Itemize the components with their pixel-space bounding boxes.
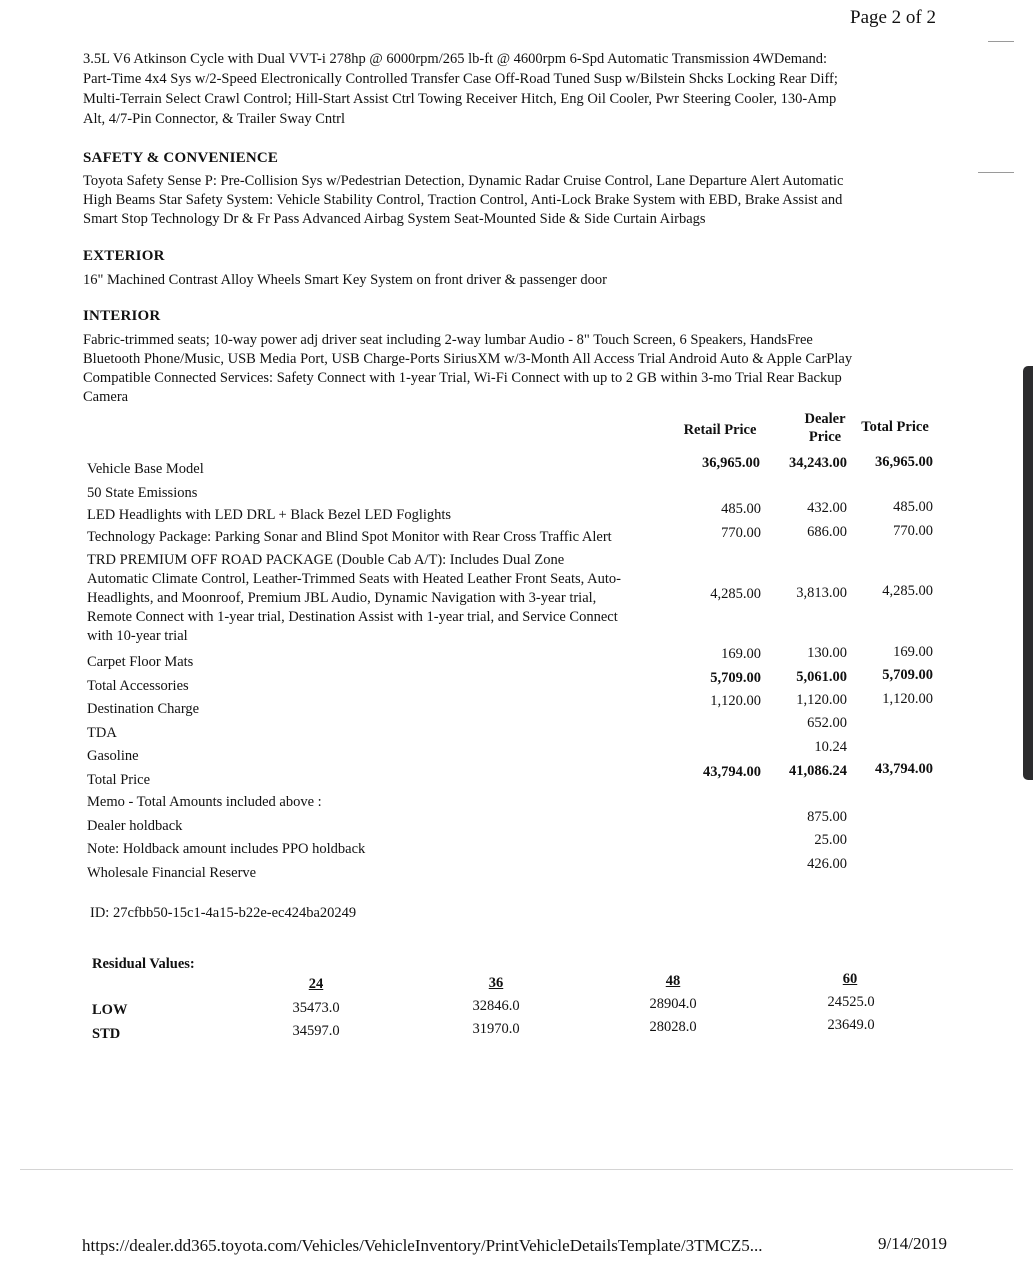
row-label: Total Price <box>87 772 151 788</box>
residual-column-header: 36 <box>488 975 504 991</box>
safety-heading: SAFETY & CONVENIENCE <box>83 150 279 166</box>
column-header-dealer-line: Price <box>808 429 842 445</box>
residual-column-header: 48 <box>665 973 681 989</box>
total-price-value: 4,285.00 <box>882 583 933 599</box>
column-header-total: Total Price <box>861 419 929 435</box>
dealer-price-value: 875.00 <box>807 809 847 825</box>
column-header-dealer-line: Dealer <box>804 411 846 427</box>
vehicle-id: ID: 27cfbb50-15c1-4a15-b22e-ec424ba20249 <box>90 905 357 921</box>
text-line: 16" Machined Contrast Alloy Wheels Smart Key System on front driver & passenger door <box>83 272 607 288</box>
residual-column-header: 60 <box>842 971 858 987</box>
retail-price-value: 485.00 <box>721 501 761 517</box>
row-label: Memo - Total Amounts included above : <box>87 794 322 810</box>
residual-value: 34597.0 <box>292 1023 340 1039</box>
row-label: Vehicle Base Model <box>87 461 204 477</box>
scrollbar[interactable] <box>1023 366 1033 780</box>
footer-url: https://dealer.dd365.toyota.com/Vehicles/VehicleInventory/PrintVehicleDetailsTemplate/3TMCZ5... <box>82 1236 763 1255</box>
row-label: Technology Package: Parking Sonar and Blind Spot Monitor with Rear Cross Traffic Alert <box>87 529 612 545</box>
text-line: Part-Time 4x4 Sys w/2-Speed Electronically Controlled Transfer Case Off-Road Tuned Susp w/Bilstein Shcks Locking Rear Diff; <box>83 71 838 87</box>
engine-description <box>83 49 923 129</box>
residual-value: 32846.0 <box>472 998 520 1014</box>
row-label: Carpet Floor Mats <box>87 654 194 670</box>
residual-value: 23649.0 <box>827 1017 875 1033</box>
page-number: Page 2 of 2 <box>850 7 937 28</box>
residual-value: 28904.0 <box>649 996 697 1012</box>
retail-price-value: 5,709.00 <box>710 670 761 686</box>
dealer-price-value: 10.24 <box>814 739 847 755</box>
dealer-price-value: 1,120.00 <box>796 692 847 708</box>
column-header-retail: Retail Price <box>683 422 757 438</box>
text-line: Multi-Terrain Select Crawl Control; Hill-Start Assist Ctrl Towing Receiver Hitch, Eng Oil Cooler, Pwr Steering Cooler, 130-Amp <box>83 91 837 107</box>
retail-price-value: 770.00 <box>721 525 761 541</box>
total-price-value: 485.00 <box>893 499 933 515</box>
total-price-value: 169.00 <box>893 644 933 660</box>
row-label: Wholesale Financial Reserve <box>87 865 257 881</box>
text-line: Toyota Safety Sense P: Pre-Collision Sys w/Pedestrian Detection, Dynamic Radar Cruise Control, Lane Departure Alert Automatic <box>83 173 844 189</box>
row-label: Destination Charge <box>87 701 200 717</box>
text-line: TRD PREMIUM OFF ROAD PACKAGE (Double Cab A/T): Includes Dual Zone <box>87 552 565 568</box>
residual-column-header: 24 <box>308 976 324 992</box>
residual-row-label: STD <box>92 1026 121 1042</box>
row-label: Total Accessories <box>87 678 189 694</box>
dealer-price-value: 652.00 <box>807 715 847 731</box>
footer-divider <box>20 1169 1013 1170</box>
text-line: Fabric-trimmed seats; 10-way power adj driver seat including 2-way lumbar Audio - 8" Touch Screen, 6 Speakers, HandsFree <box>83 332 813 348</box>
interior-description <box>83 331 923 407</box>
text-line: Camera <box>83 389 129 405</box>
residual-row-label: LOW <box>92 1002 128 1018</box>
text-line: Compatible Connected Services: Safety Connect with 1-year Trial, Wi-Fi Connect with up to 2 GB within 3-mo Trial Rear Backup <box>83 370 842 386</box>
text-line: 3.5L V6 Atkinson Cycle with Dual VVT-i 278hp @ 6000rpm/265 lb-ft @ 4600rpm 6-Spd Automatic Transmission 4WDemand: <box>83 51 828 67</box>
text-line: Headlights, and Moonroof, Premium JBL Audio, Dynamic Navigation with 3-year trial, <box>87 590 597 606</box>
edge-mark <box>988 41 1014 42</box>
row-label: 50 State Emissions <box>87 485 198 501</box>
text-line: High Beams Star Safety System: Vehicle Stability Control, Traction Control, Anti-Lock Brake System with EBD, Brake Assist and <box>83 192 843 208</box>
residual-value: 28028.0 <box>649 1019 697 1035</box>
dealer-price-value: 686.00 <box>807 524 847 540</box>
row-label: LED Headlights with LED DRL + Black Bezel LED Foglights <box>87 507 452 523</box>
dealer-price-value: 3,813.00 <box>796 585 847 601</box>
edge-mark <box>978 172 1014 173</box>
dealer-price-value: 130.00 <box>807 645 847 661</box>
residual-value: 24525.0 <box>827 994 875 1010</box>
text-line: Smart Stop Technology Dr & Fr Pass Advanced Airbag System Seat-Mounted Side & Side Curtain Airbags <box>83 211 706 227</box>
interior-heading: INTERIOR <box>83 308 161 324</box>
total-price-value: 5,709.00 <box>882 667 933 683</box>
row-label-multiline <box>87 551 682 646</box>
row-label: TDA <box>87 725 117 741</box>
exterior-description <box>83 271 923 290</box>
dealer-price-value: 34,243.00 <box>789 455 847 471</box>
dealer-price-value: 432.00 <box>807 500 847 516</box>
text-line: with 10-year trial <box>87 628 188 644</box>
safety-description <box>83 172 923 229</box>
dealer-price-value: 426.00 <box>807 856 847 872</box>
text-line: Alt, 4/7-Pin Connector, & Trailer Sway Cntrl <box>83 111 346 127</box>
exterior-heading: EXTERIOR <box>83 248 165 264</box>
footer-date: 9/14/2019 <box>878 1234 947 1253</box>
dealer-price-value: 5,061.00 <box>796 669 847 685</box>
residual-value: 35473.0 <box>292 1000 340 1016</box>
total-price-value: 1,120.00 <box>882 691 933 707</box>
dealer-price-value: 41,086.24 <box>789 763 847 779</box>
row-label: Gasoline <box>87 748 139 764</box>
dealer-price-value: 25.00 <box>814 832 847 848</box>
residual-value: 31970.0 <box>472 1021 520 1037</box>
text-line: Bluetooth Phone/Music, USB Media Port, USB Charge-Ports SiriusXM w/3-Month All Access Trial Android Auto & Apple CarPlay <box>83 351 853 367</box>
text-line: Automatic Climate Control, Leather-Trimmed Seats with Heated Leather Front Seats, Auto- <box>87 571 621 587</box>
total-price-value: 770.00 <box>893 523 933 539</box>
total-price-value: 43,794.00 <box>875 761 933 777</box>
total-price-value: 36,965.00 <box>875 454 933 470</box>
retail-price-value: 169.00 <box>721 646 761 662</box>
retail-price-value: 4,285.00 <box>710 586 761 602</box>
row-label: Note: Holdback amount includes PPO holdback <box>87 841 366 857</box>
text-line: Remote Connect with 1-year trial, Destination Assist with 1-year trial, and Service Connect <box>87 609 618 625</box>
retail-price-value: 43,794.00 <box>703 764 761 780</box>
retail-price-value: 1,120.00 <box>710 693 761 709</box>
retail-price-value: 36,965.00 <box>702 455 760 471</box>
residual-title: Residual Values: <box>92 956 195 972</box>
row-label: Dealer holdback <box>87 818 183 834</box>
